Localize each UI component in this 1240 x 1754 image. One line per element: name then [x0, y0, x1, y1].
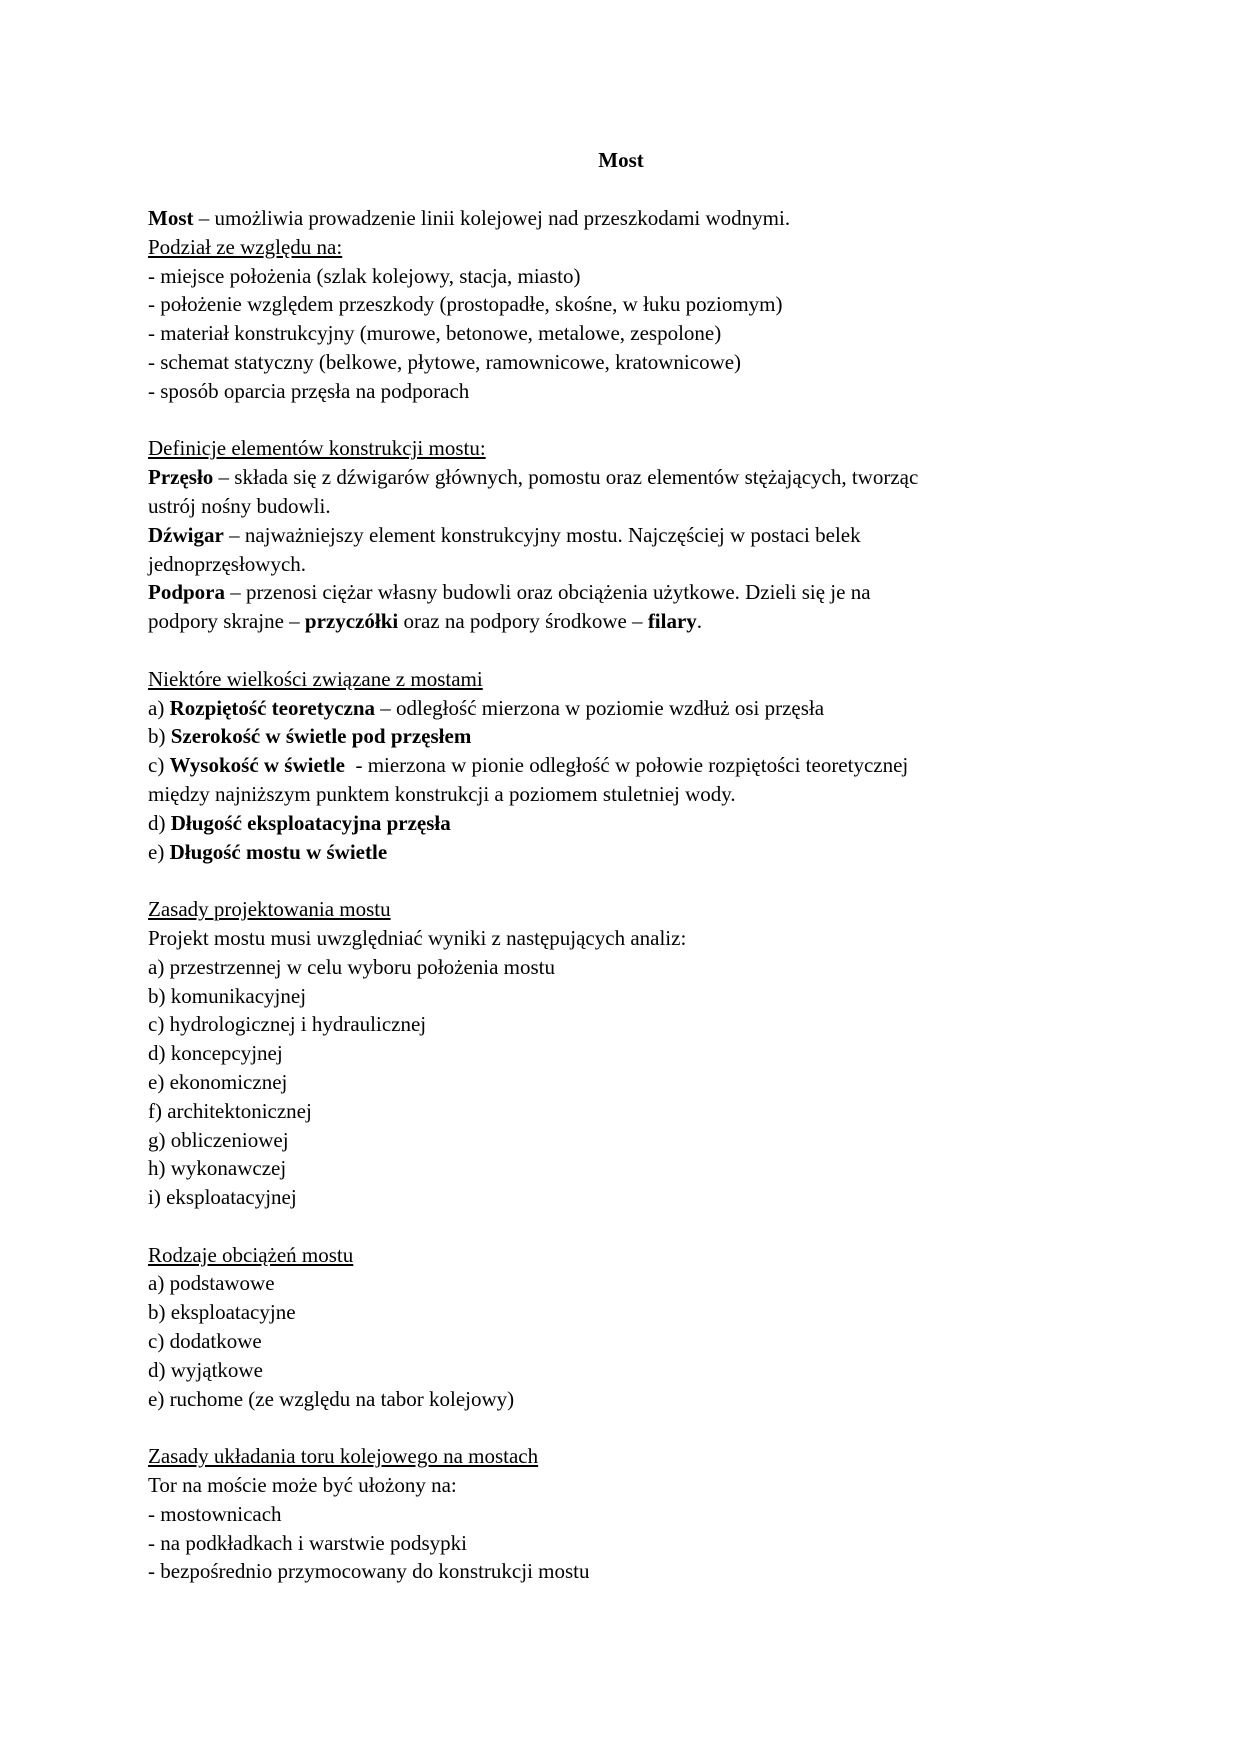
intro-line — [148, 204, 1108, 233]
quantity-e-term: Długość mostu w świetle — [169, 839, 388, 864]
intro-term: Most — [148, 206, 194, 230]
division-item: - sposób oparcia przęsła na podporach — [148, 378, 470, 403]
division-item: - miejsce położenia (szlak kolejowy, stacja, miasto) — [148, 263, 581, 288]
design-item: a) przestrzennej w celu wyboru położenia mostu — [148, 954, 556, 979]
division-heading: Podział ze względu na: — [148, 234, 343, 259]
document-body — [148, 204, 1108, 1586]
przyczolki-term: przyczółki — [304, 609, 399, 634]
spacer — [148, 1413, 1108, 1442]
quantity-d-prefix: d) — [148, 810, 171, 835]
definition-przeslo-cont: ustrój nośny budowli. — [148, 493, 331, 518]
design-item: g) obliczeniowej — [148, 1127, 289, 1152]
quantity-d-term: Długość eksploatacyjna przęsła — [170, 810, 451, 835]
quantity-c-text: - mierzona w pionie odległość w połowie rozpiętości teoretycznej — [344, 753, 909, 778]
design-item: e) ekonomicznej — [148, 1069, 288, 1094]
loads-item: d) wyjątkowe — [148, 1357, 263, 1382]
dzwigar-text: – najważniejszy element konstrukcyjny mostu. Najczęściej w postaci belek — [223, 522, 861, 547]
spacer — [148, 406, 1108, 435]
design-item: d) koncepcyjnej — [148, 1041, 283, 1066]
quantity-c-prefix: c) — [148, 753, 170, 778]
loads-item: b) eksploatacyjne — [148, 1300, 296, 1325]
przeslo-term: Przęsło — [148, 465, 214, 490]
podpora-text-b: oraz na podpory środkowe – — [398, 609, 648, 634]
quantity-e-prefix: e) — [148, 839, 170, 864]
design-item: b) komunikacyjnej — [148, 983, 307, 1008]
track-item: - na podkładkach i warstwie podsypki — [148, 1530, 468, 1555]
design-item: h) wykonawczej — [148, 1156, 287, 1181]
division-item: - położenie względem przeszkody (prostopadłe, skośne, w łuku poziomym) — [148, 292, 783, 317]
loads-item: e) ruchome (ze względu na tabor kolejowy) — [148, 1386, 515, 1411]
design-item: c) hydrologicznej i hydraulicznej — [148, 1012, 427, 1037]
loads-item: c) dodatkowe — [148, 1329, 262, 1354]
track-item: - mostownicach — [148, 1501, 282, 1526]
dzwigar-term: Dźwigar — [148, 522, 224, 547]
podpora-text-c: . — [696, 609, 703, 634]
loads-item: a) podstawowe — [148, 1271, 275, 1296]
definitions-heading: Definicje elementów konstrukcji mostu: — [148, 436, 486, 461]
quantities-heading: Niektóre wielkości związane z mostami — [148, 666, 483, 691]
podpora-text-a: podpory skrajne – — [148, 609, 305, 634]
filary-term: filary — [647, 609, 697, 634]
definition-przeslo — [148, 463, 1108, 492]
quantity-b — [148, 722, 1108, 751]
spacer — [148, 1212, 1108, 1241]
quantity-a-term: Rozpiętość teoretyczna — [169, 695, 376, 720]
intro-text: – umożliwia prowadzenie linii kolejowej nad przeszkodami wodnymi. — [193, 206, 791, 230]
definition-dzwigar — [148, 521, 1108, 550]
quantity-c-cont: między najniższym punktem konstrukcji a poziomem stuletniej wody. — [148, 781, 736, 806]
page-title: Most — [598, 148, 644, 172]
quantity-d — [148, 809, 1108, 838]
loads-heading: Rodzaje obciążeń mostu — [148, 1242, 354, 1267]
division-item: - schemat statyczny (belkowe, płytowe, ramownicowe, kratownicowe) — [148, 349, 742, 374]
quantity-a-prefix: a) — [148, 695, 170, 720]
design-heading: Zasady projektowania mostu — [148, 897, 391, 922]
track-heading: Zasady układania toru kolejowego na mostach — [148, 1444, 539, 1469]
podpora-term: Podpora — [148, 580, 226, 605]
track-intro: Tor na moście może być ułożony na: — [148, 1473, 457, 1498]
quantity-b-prefix: b) — [148, 724, 171, 749]
przeslo-text: – składa się z dźwigarów głównych, pomostu oraz elementów stężających, tworząc — [213, 465, 919, 490]
quantity-a — [148, 694, 1108, 723]
design-item: f) architektonicznej — [148, 1098, 312, 1123]
definition-dzwigar-cont: jednoprzęsłowych. — [148, 551, 307, 576]
division-item: - materiał konstrukcyjny (murowe, betonowe, metalowe, zespolone) — [148, 321, 722, 346]
spacer — [148, 636, 1108, 665]
quantity-e — [148, 838, 1108, 867]
definition-podpora-cont — [148, 607, 1108, 636]
track-item: - bezpośrednio przymocowany do konstrukcji mostu — [148, 1559, 590, 1584]
quantity-b-term: Szerokość w świetle pod przęsłem — [170, 724, 472, 749]
definition-podpora — [148, 578, 1108, 607]
design-item: i) eksploatacyjnej — [148, 1185, 297, 1210]
quantity-c-term: Wysokość w świetle — [169, 753, 345, 778]
podpora-text: – przenosi ciężar własny budowli oraz obciążenia użytkowe. Dzieli się je na — [225, 580, 871, 605]
spacer — [148, 866, 1108, 895]
design-intro: Projekt mostu musi uwzględniać wyniki z następujących analiz: — [148, 925, 687, 950]
quantity-a-text: – odległość mierzona w poziomie wzdłuż osi przęsła — [375, 695, 825, 720]
quantity-c — [148, 751, 1108, 780]
